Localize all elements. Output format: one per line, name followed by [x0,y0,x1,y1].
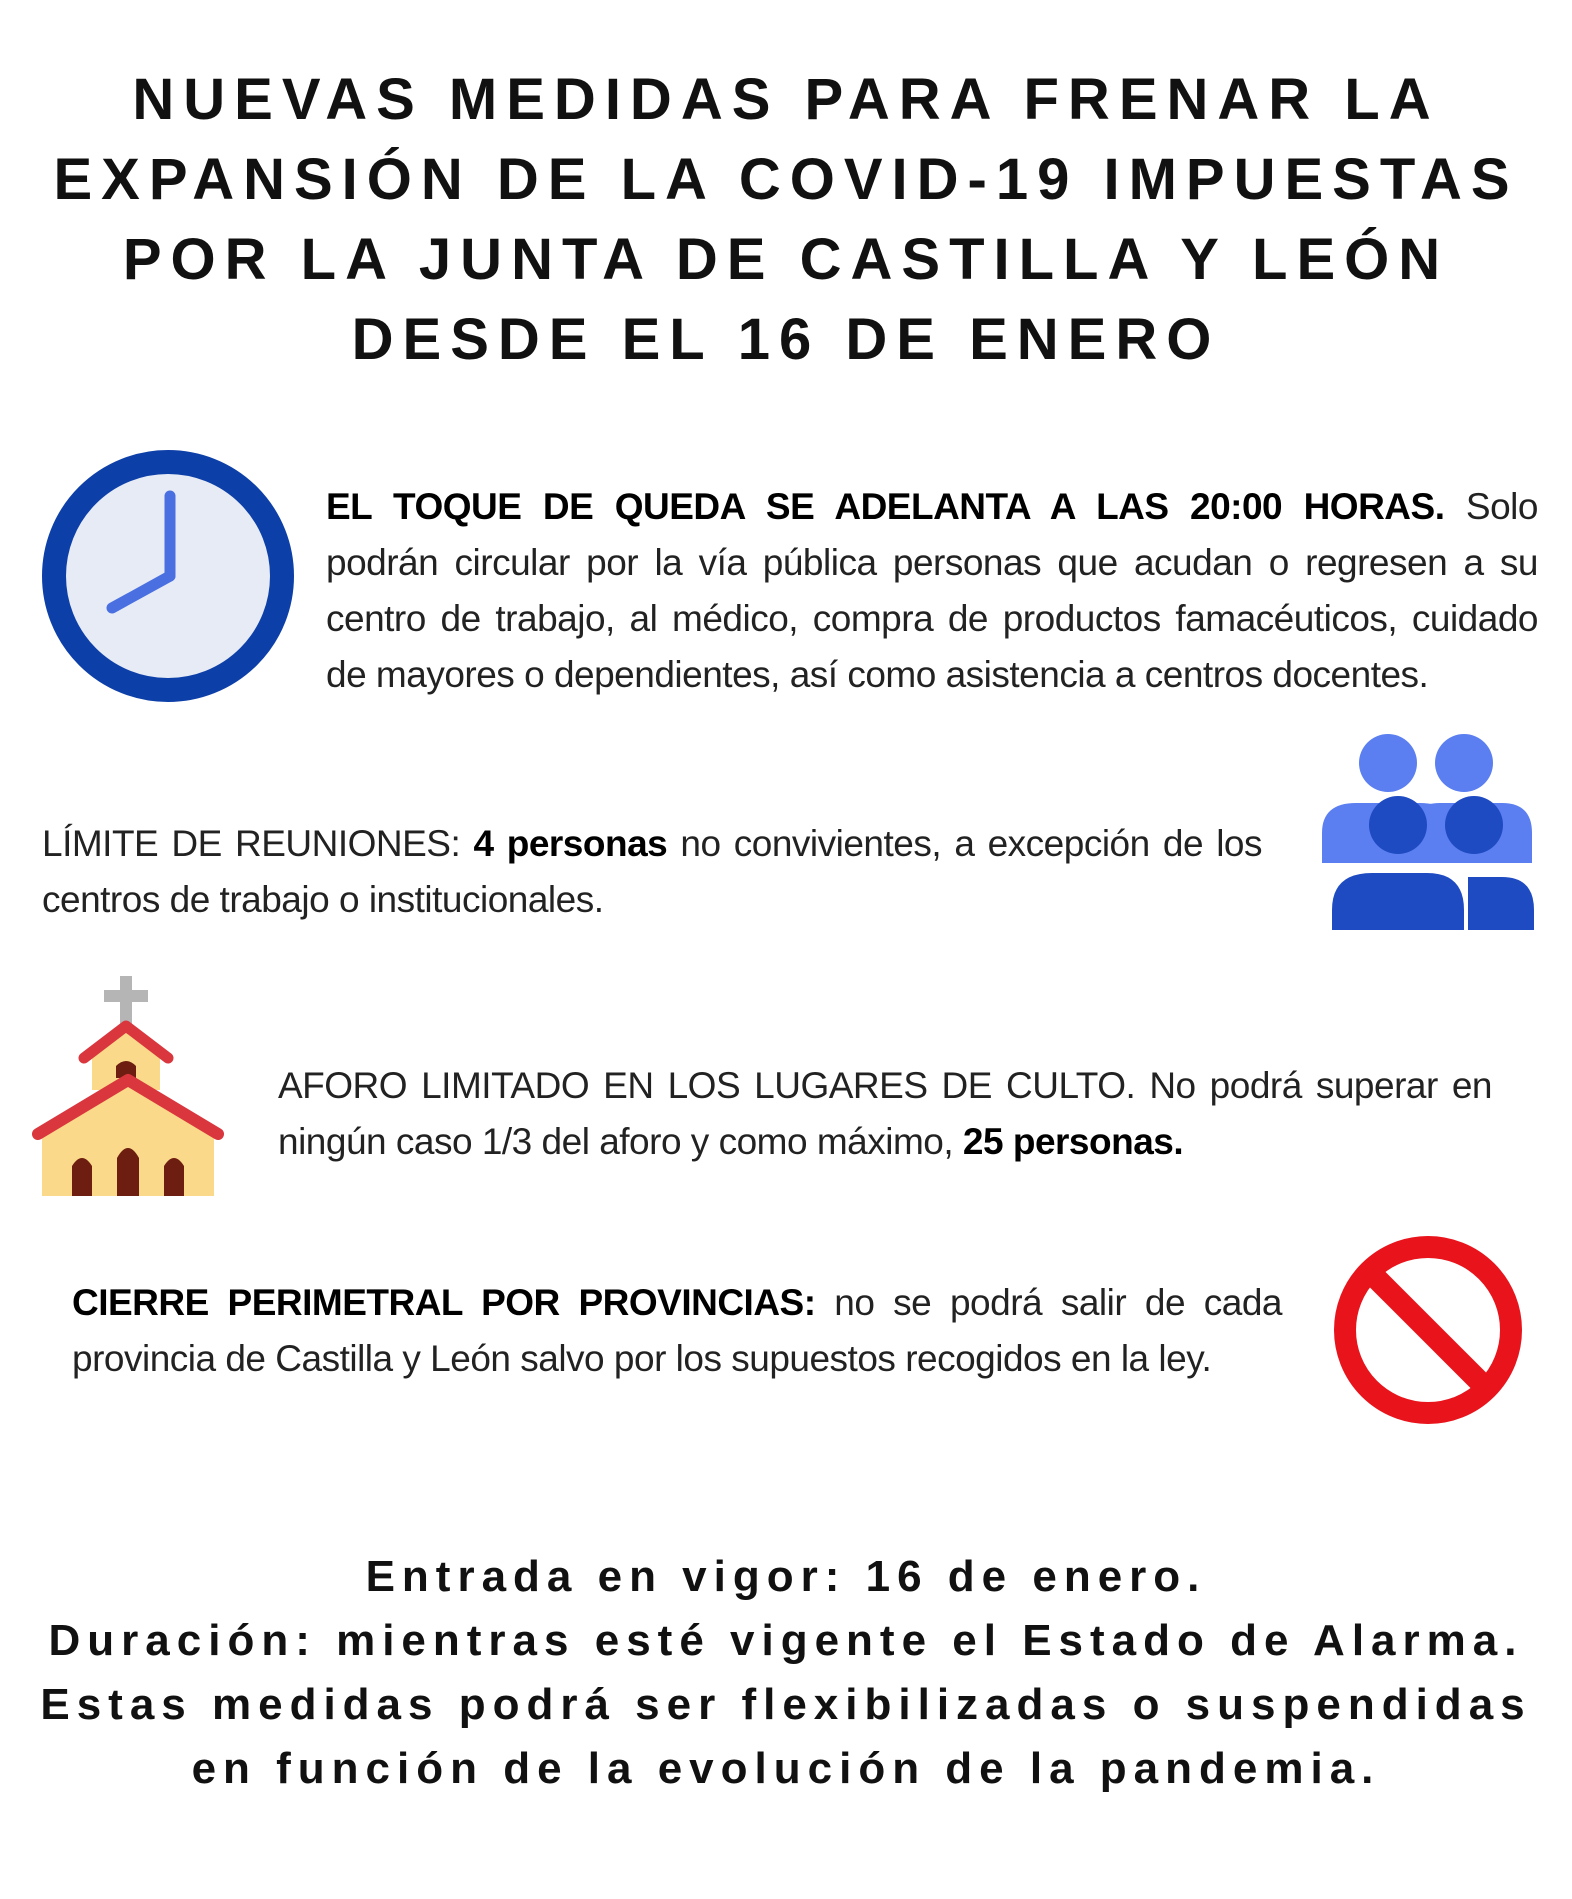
prohibited-icon [1330,1232,1526,1428]
meetings-limit: 4 personas [473,823,668,864]
footer-line-4: en función de la evolución de la pandemia. [191,1744,1381,1793]
footer-line-1: Entrada en vigor: 16 de enero. [365,1552,1207,1601]
footer-note [20,1545,1552,1801]
meetings-description: no convivientes, a excepción de los centros de trabajo o institucionales. [42,823,1263,920]
title-line-1: NUEVAS MEDIDAS PARA FRENAR LA [132,67,1440,132]
meetings-heading: LÍMITE DE REUNIONES: [42,823,474,864]
curfew-heading: EL TOQUE DE QUEDA SE ADELANTA A LAS 20:00 HORAS. [326,486,1445,527]
clock-icon [40,448,296,704]
perimeter-heading: CIERRE PERIMETRAL POR PROVINCIAS: [72,1282,816,1323]
title-line-2: EXPANSIÓN DE LA COVID-19 IMPUESTAS [53,147,1519,212]
church-icon [32,970,224,1202]
title-line-3: POR LA JUNTA DE CASTILLA Y LEÓN [122,227,1450,292]
footer-line-2: Duración: mientras esté vigente el Estado de Alarma. [48,1616,1524,1665]
meetings-measure [42,816,1262,928]
worship-description: AFORO LIMITADO EN LOS LUGARES DE CULTO. No podrá superar en ningún caso 1/3 del aforo y como máximo, [278,1065,1492,1162]
group-icon [1322,725,1542,935]
curfew-description: Solo podrán circular por la vía pública personas que acudan o regresen a su centro de trabajo, al médico, compra de productos famacéuticos, cuidado de mayores o dependientes, así como asistencia a centros docentes. [326,486,1538,695]
perimeter-measure [72,1275,1282,1387]
title-line-4: DESDE EL 16 DE ENERO [351,307,1221,372]
footer-line-3: Estas medidas podrá ser flexibilizadas o suspendidas [40,1680,1532,1729]
worship-measure [278,1058,1492,1170]
worship-limit: 25 personas. [962,1121,1184,1162]
page-title [30,60,1542,380]
perimeter-description: no se podrá salir de cada provincia de Castilla y León salvo por los supuestos recogidos en la ley. [72,1282,1282,1379]
curfew-measure [326,479,1538,703]
